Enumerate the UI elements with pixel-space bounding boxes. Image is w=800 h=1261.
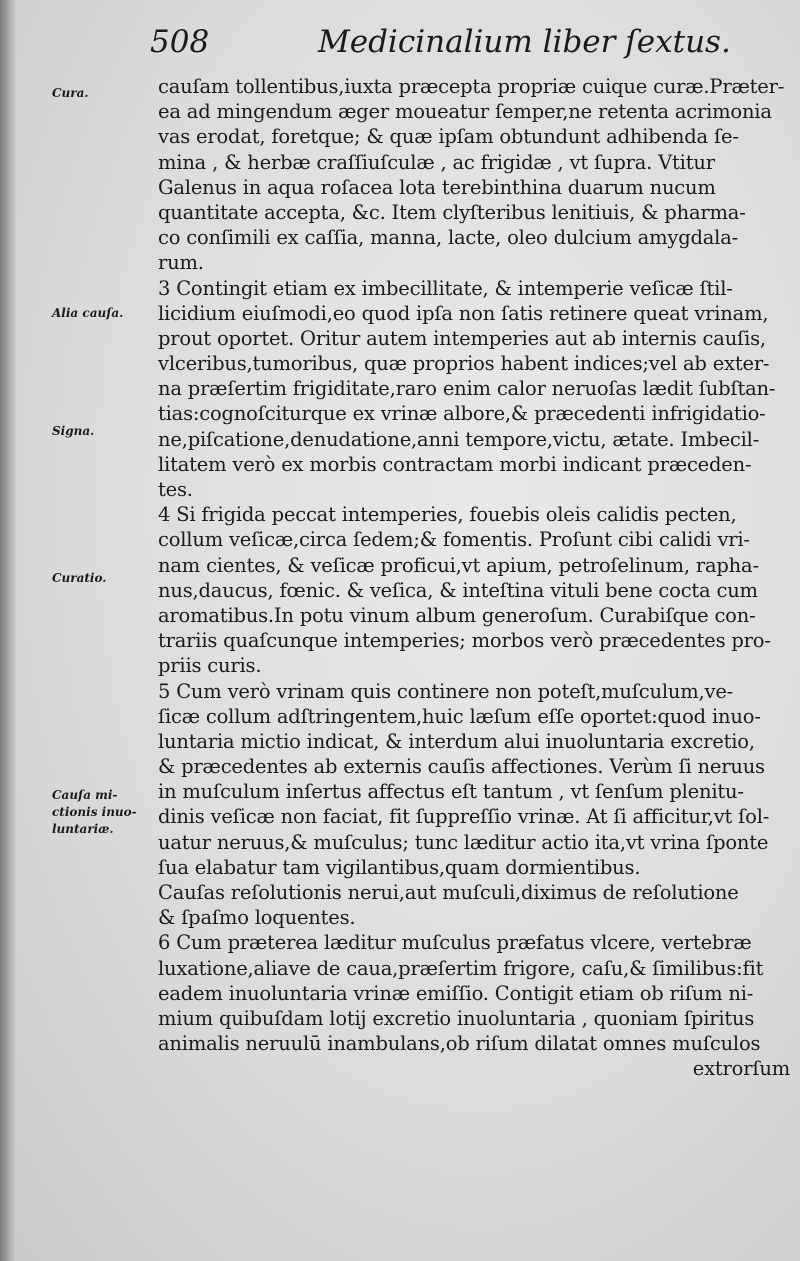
page-number: 508 (150, 24, 210, 60)
text-line: luntaria mictio indicat, & interdum alui inuoluntaria excretio, (158, 729, 755, 753)
margin-note-signa: Signa. (52, 424, 95, 438)
text-line: trariis quaſcunque intemperies; morbos verò præcedentes pro- (158, 629, 771, 653)
text-line: priis curis. (158, 654, 262, 678)
text-line: ne,piſcatione,denudatione,anni tempore,victu, ætate. Imbecil- (158, 427, 760, 451)
text-line: 4 Si frigida peccat intemperies, fouebis oleis calidis pecten, (158, 503, 737, 527)
text-line: cauſam tollentibus,iuxta præcepta propriæ cuique curæ.Præter- (158, 75, 785, 98)
text-line: aromatibus.In potu vinum album generoſum. Curabiſque con- (158, 603, 756, 627)
margin-note-cura: Cura. (52, 86, 89, 100)
text-line: nus,daucus, fœnic. & veſica, & inteſtina vituli bene cocta cum (158, 578, 758, 602)
text-line: vlceribus,tumoribus, quæ proprios habent indices;vel ab exter- (158, 352, 770, 376)
text-line: rum. (158, 251, 204, 275)
text-line: mium quibuſdam lotij excretio inuoluntaria , quoniam ſpiritus (158, 1006, 755, 1030)
margin-note-alia-causa: Alia cauſa. (52, 306, 124, 320)
margin-note-causa-mictionis-2: ctionis inuo- (52, 805, 137, 819)
text-line: tias:cognoſciturque ex vrinæ albore,& præcedenti infrigidatio- (158, 402, 766, 426)
text-line: litatem verò ex morbis contractam morbi indicant præceden- (158, 452, 752, 476)
margin-note-causa-mictionis-1: Cauſa mi- (52, 788, 118, 802)
text-line: nam cientes, & veſicæ proficui,vt apium, petroſelinum, rapha- (158, 553, 759, 577)
text-line: uatur neruus,& muſculus; tunc læditur actio ita,vt vrina ſponte (158, 830, 769, 854)
text-line: tes. (158, 478, 193, 501)
text-line: 3 Contingit etiam ex imbecillitate, & intemperie veſicæ ſtil- (158, 276, 733, 300)
text-line: extrorſum (692, 1057, 790, 1081)
margin-note-curatio: Curatio. (52, 571, 107, 585)
text-line: Galenus in aqua roſacea lota terebinthina duarum nucum (158, 175, 716, 199)
text-line: & ſpaſmo loquentes. (158, 906, 356, 930)
text-line: prout oportet. Oritur autem intemperies aut ab internis cauſis, (158, 326, 766, 350)
text-line: quantitate accepta, &c. Item clyſteribus lenitiuis, & pharma- (158, 200, 746, 224)
text-line: & præcedentes ab externis cauſis affectiones. Verùm ſi neruus (158, 755, 765, 779)
page-header (150, 24, 790, 68)
text-line: 6 Cum præterea læditur muſculus præfatus vlcere, vertebræ (158, 931, 752, 955)
page-gutter-shadow (0, 0, 16, 1261)
text-line: luxatione,aliave de caua,præſertim frigore, caſu,& ſimilibus:fit (158, 956, 764, 980)
text-line: in muſculum inſertus affectus eſt tantum , vt ſenſum plenitu- (158, 780, 744, 804)
text-line: na præſertim frigiditate,raro enim calor neruoſas lædit ſubſtan- (158, 377, 776, 401)
text-line: dinis veſicæ non faciat, fit ſuppreſſio vrinæ. At ſi afficitur,vt ſol- (158, 805, 770, 829)
text-line: licidium eiuſmodi,eo quod ipſa non ſatis retinere queat vrinam, (158, 301, 769, 325)
text-line: co conſimili ex caſſia, manna, lacte, oleo dulcium amygdala- (158, 226, 739, 250)
text-line: Cauſas reſolutionis nerui,aut muſculi,diximus de reſolutione (158, 881, 739, 904)
text-line: 5 Cum verò vrinam quis continere non poteſt,muſculum,ve- (158, 679, 734, 703)
text-line: ſua elabatur tam vigilantibus,quam dormientibus. (158, 855, 641, 879)
text-line: mina , & herbæ craſſiuſculæ , ac frigidæ , vt ſupra. Vtitur (158, 150, 715, 174)
text-line: ea ad mingendum æger moueatur ſemper,ne retenta acrimonia (158, 100, 772, 124)
text-line: collum veſicæ,circa ſedem;& fomentis. Proſunt cibi calidi vri- (158, 528, 750, 552)
text-line: vas erodat, foretque; & quæ ipſam obtundunt adhibenda ſe- (158, 125, 739, 149)
text-line: ſicæ collum adſtringentem,huic læſum eſſe oportet:quod inuo- (158, 704, 761, 728)
body-text (158, 74, 790, 1082)
running-title: Medicinalium liber ſextus. (318, 24, 731, 60)
text-line: animalis neruulū inambulans,ob riſum dilatat omnes muſculos (158, 1032, 761, 1056)
margin-note-causa-mictionis-3: luntariæ. (52, 822, 114, 836)
text-line: eadem inuoluntaria vrinæ emiſſio. Contigit etiam ob riſum ni- (158, 981, 754, 1005)
